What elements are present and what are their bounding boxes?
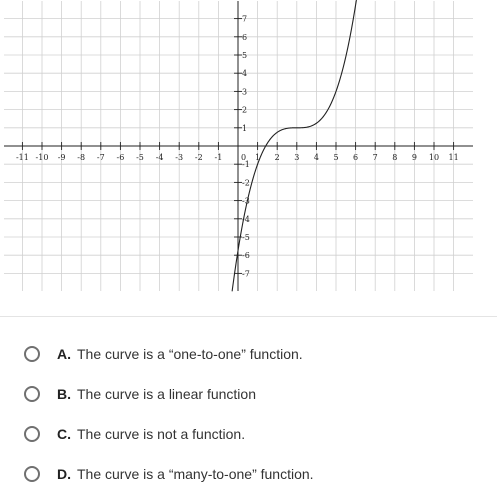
x-tick-label: -3: [175, 153, 184, 162]
option-d[interactable]: [24, 460, 314, 488]
radio-a[interactable]: [24, 346, 40, 362]
x-tick-label: -4: [155, 153, 164, 162]
x-tick-label: -2: [194, 153, 203, 162]
x-tick-label: -11: [15, 153, 29, 162]
option-a-letter: A.: [57, 346, 71, 362]
x-tick-label: -7: [96, 153, 105, 162]
y-tick-label: -6: [242, 251, 250, 261]
x-tick-label: 2: [274, 153, 280, 162]
option-d-text: The curve is a “many-to-one” function.: [77, 466, 314, 482]
option-d-letter: D.: [57, 466, 71, 482]
option-b[interactable]: [24, 380, 256, 408]
option-c-text: The curve is not a function.: [77, 426, 246, 442]
y-tick-label: 1: [242, 123, 248, 133]
x-tick-label: 5: [333, 153, 339, 162]
y-tick-label: 2: [242, 105, 248, 115]
y-tick-label: -7: [242, 269, 250, 279]
x-tick-label: 7: [372, 153, 378, 162]
option-b-letter: B.: [57, 386, 71, 402]
radio-b[interactable]: [24, 386, 40, 402]
y-tick-label: 3: [242, 87, 248, 97]
y-tick-label: -2: [242, 178, 250, 188]
x-tick-label: -9: [57, 153, 66, 162]
option-c[interactable]: [24, 420, 245, 448]
x-tick-label: 6: [353, 153, 359, 162]
x-tick-label: -6: [116, 153, 125, 162]
x-tick-label: 11: [448, 153, 459, 162]
x-tick-label: 9: [411, 153, 417, 162]
x-tick-label: -8: [77, 153, 86, 162]
x-tick-label: 10: [428, 153, 440, 162]
option-a[interactable]: [24, 340, 303, 368]
y-tick-label: 5: [242, 51, 248, 60]
divider: [0, 316, 497, 317]
y-tick-label: 4: [242, 69, 248, 79]
y-tick-label: -5: [242, 233, 250, 242]
x-tick-label: 8: [392, 153, 398, 162]
y-tick-label: -3: [242, 196, 250, 206]
x-tick-label: 4: [313, 153, 319, 162]
option-c-letter: C.: [57, 426, 71, 442]
x-tick-label: 3: [294, 153, 300, 162]
y-tick-label: -4: [242, 214, 250, 224]
option-a-text: The curve is a “one-to-one” function.: [77, 346, 303, 362]
x-tick-label: -5: [136, 153, 144, 162]
y-tick-label: -1: [242, 160, 250, 170]
radio-d[interactable]: [24, 466, 40, 482]
x-tick-label: 1: [255, 153, 261, 162]
x-tick-label: 0: [241, 153, 247, 162]
y-tick-label: 6: [242, 32, 248, 42]
x-tick-label: -1: [214, 153, 223, 162]
x-axis-ticks: [16, 142, 459, 162]
radio-c[interactable]: [24, 426, 40, 442]
x-tick-label: -10: [35, 153, 49, 162]
y-tick-label: 7: [242, 14, 248, 24]
option-b-text: The curve is a linear function: [77, 386, 256, 402]
